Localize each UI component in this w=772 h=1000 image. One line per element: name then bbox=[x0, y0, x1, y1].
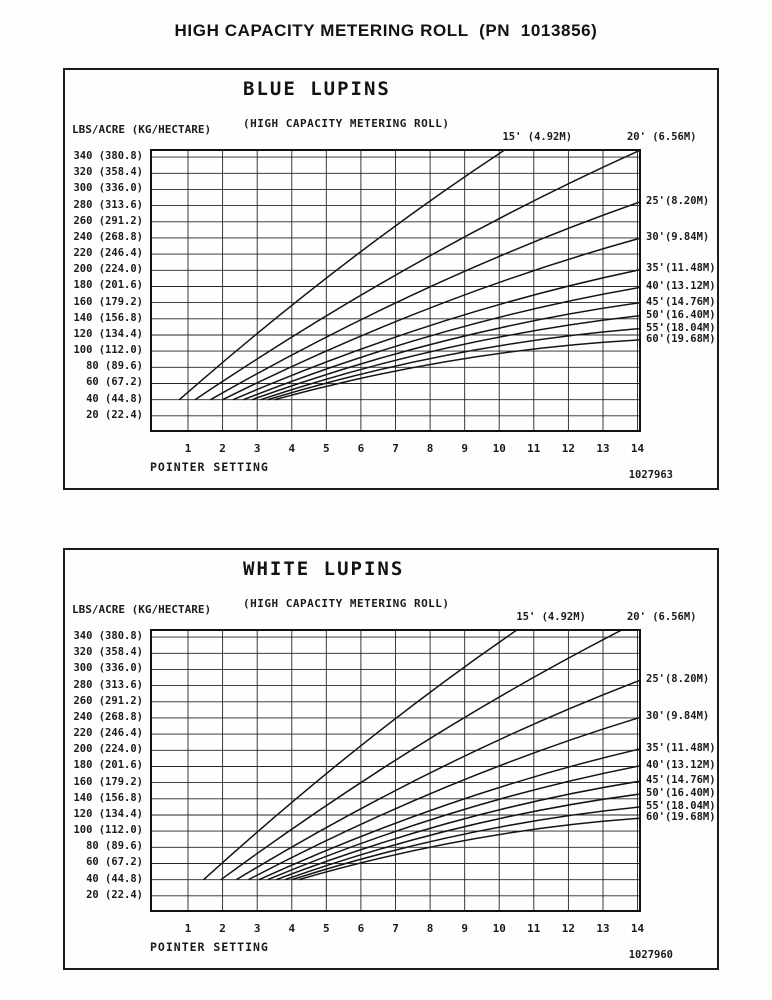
series-label: 15' (4.92M) bbox=[502, 131, 573, 143]
series-label: 55'(18.04M) bbox=[646, 321, 716, 334]
series-label: 20' (6.56M) bbox=[626, 131, 697, 143]
series-label: 45'(14.76M) bbox=[646, 295, 716, 308]
x-tick-label: 8 bbox=[426, 922, 434, 935]
x-tick-label: 1 bbox=[184, 922, 192, 935]
series-label: 55'(18.04M) bbox=[646, 799, 716, 812]
x-tick-label: 11 bbox=[527, 922, 541, 935]
x-tick-label: 6 bbox=[357, 922, 365, 935]
y-tick-label: 220 (246.4) bbox=[73, 727, 143, 740]
y-tick-label: 60 (67.2) bbox=[86, 376, 143, 389]
y-tick-label: 260 (291.2) bbox=[73, 214, 143, 227]
x-tick-label: 11 bbox=[527, 442, 541, 455]
series-label: 50'(16.40M) bbox=[646, 308, 716, 321]
x-tick-label: 7 bbox=[392, 442, 399, 455]
series-label: 60'(19.68M) bbox=[646, 811, 716, 824]
y-tick-label: 80 (89.6) bbox=[86, 840, 143, 853]
series-line bbox=[275, 340, 642, 400]
series-line bbox=[285, 794, 641, 880]
y-axis-label: LBS/ACRE (KG/HECTARE) bbox=[72, 123, 212, 136]
series-label: 30'(9.84M) bbox=[646, 230, 710, 243]
x-tick-label: 12 bbox=[561, 922, 575, 935]
y-tick-label: 340 (380.8) bbox=[73, 150, 143, 163]
y-tick-label: 220 (246.4) bbox=[73, 247, 143, 260]
y-axis-label: LBS/ACRE (KG/HECTARE) bbox=[72, 603, 212, 616]
y-tick-label: 160 (179.2) bbox=[73, 775, 143, 788]
x-tick-label: 5 bbox=[323, 922, 330, 935]
y-tick-label: 100 (112.0) bbox=[73, 824, 143, 837]
series-label: 45'(14.76M) bbox=[646, 774, 716, 786]
x-tick-label: 3 bbox=[253, 922, 261, 935]
y-tick-label: 280 (313.6) bbox=[73, 678, 143, 691]
series-label: 20' (6.56M) bbox=[626, 611, 697, 623]
white-lupins-chart bbox=[63, 548, 719, 970]
y-tick-label: 120 (134.4) bbox=[73, 807, 143, 820]
plot-area bbox=[150, 149, 641, 432]
x-tick-label: 10 bbox=[492, 922, 506, 935]
x-tick-label: 13 bbox=[596, 442, 610, 455]
x-tick-label: 7 bbox=[392, 922, 399, 935]
x-tick-label: 2 bbox=[219, 442, 226, 455]
series-label: 15' (4.92M) bbox=[516, 611, 586, 623]
x-tick-label: 14 bbox=[630, 922, 645, 935]
series-line bbox=[221, 629, 624, 880]
x-axis-label: POINTER SETTING bbox=[150, 460, 269, 474]
x-tick-label: 13 bbox=[596, 922, 610, 935]
chart-subtitle: (HIGH CAPACITY METERING ROLL) bbox=[243, 117, 450, 130]
y-tick-label: 40 (44.8) bbox=[86, 872, 143, 885]
chart-title: WHITE LUPINS bbox=[243, 558, 405, 580]
x-tick-label: 10 bbox=[492, 442, 506, 455]
x-tick-label: 1 bbox=[184, 442, 192, 455]
series-label: 35'(11.48M) bbox=[646, 741, 716, 754]
y-tick-label: 140 (156.8) bbox=[73, 311, 143, 324]
x-tick-label: 5 bbox=[323, 442, 330, 455]
x-tick-label: 2 bbox=[219, 922, 226, 935]
figure-number: 1027960 bbox=[628, 949, 673, 961]
x-tick-label: 3 bbox=[253, 442, 261, 455]
y-tick-label: 200 (224.0) bbox=[73, 743, 143, 756]
x-tick-label: 8 bbox=[426, 442, 434, 455]
y-tick-label: 20 (22.4) bbox=[86, 888, 143, 901]
series-label: 25'(8.20M) bbox=[646, 194, 710, 207]
series-label: 30'(9.84M) bbox=[646, 710, 710, 723]
chart-title: BLUE LUPINS bbox=[243, 78, 391, 100]
y-tick-label: 120 (134.4) bbox=[73, 327, 143, 340]
y-tick-label: 240 (268.8) bbox=[73, 230, 143, 243]
series-line bbox=[236, 680, 641, 880]
y-tick-label: 160 (179.2) bbox=[73, 295, 143, 308]
y-tick-label: 280 (313.6) bbox=[73, 198, 143, 211]
y-tick-label: 40 (44.8) bbox=[86, 392, 143, 405]
x-tick-label: 9 bbox=[461, 442, 468, 455]
x-tick-label: 14 bbox=[630, 442, 645, 455]
x-tick-label: 4 bbox=[288, 442, 296, 455]
y-tick-label: 80 (89.6) bbox=[86, 360, 143, 373]
y-tick-label: 180 (201.6) bbox=[73, 759, 143, 772]
blue-lupins-chart bbox=[63, 68, 719, 490]
series-label: 25'(8.20M) bbox=[646, 672, 710, 685]
y-tick-label: 20 (22.4) bbox=[86, 408, 143, 421]
y-tick-label: 260 (291.2) bbox=[73, 694, 143, 707]
series-label: 35'(11.48M) bbox=[646, 262, 716, 275]
y-tick-label: 300 (336.0) bbox=[73, 182, 143, 195]
x-tick-label: 6 bbox=[357, 442, 365, 455]
y-tick-label: 100 (112.0) bbox=[73, 344, 143, 357]
y-tick-label: 180 (201.6) bbox=[73, 279, 143, 292]
series-label: 40'(13.12M) bbox=[646, 758, 716, 771]
x-tick-label: 12 bbox=[561, 442, 575, 455]
series-line bbox=[261, 316, 641, 400]
chart-subtitle: (HIGH CAPACITY METERING ROLL) bbox=[243, 597, 450, 610]
y-tick-label: 140 (156.8) bbox=[73, 791, 143, 804]
figure-number: 1027963 bbox=[628, 469, 673, 481]
page-title: HIGH CAPACITY METERING ROLL (PN 1013856) bbox=[174, 21, 598, 40]
y-tick-label: 320 (358.4) bbox=[73, 646, 143, 659]
x-axis-label: POINTER SETTING bbox=[150, 940, 269, 954]
x-tick-label: 4 bbox=[288, 922, 296, 935]
x-tick-label: 9 bbox=[461, 922, 468, 935]
series-line bbox=[299, 818, 641, 880]
series-label: 50'(16.40M) bbox=[646, 786, 716, 799]
y-tick-label: 240 (268.8) bbox=[73, 710, 143, 723]
series-line bbox=[195, 151, 639, 400]
y-tick-label: 200 (224.0) bbox=[73, 263, 143, 276]
y-tick-label: 340 (380.8) bbox=[73, 630, 143, 643]
y-tick-label: 60 (67.2) bbox=[86, 856, 143, 869]
series-line bbox=[211, 202, 642, 400]
y-tick-label: 320 (358.4) bbox=[73, 166, 143, 179]
y-tick-label: 300 (336.0) bbox=[73, 662, 143, 675]
series-label: 40'(13.12M) bbox=[646, 280, 716, 293]
series-label: 60'(19.68M) bbox=[646, 332, 716, 345]
plot-area bbox=[150, 629, 641, 912]
